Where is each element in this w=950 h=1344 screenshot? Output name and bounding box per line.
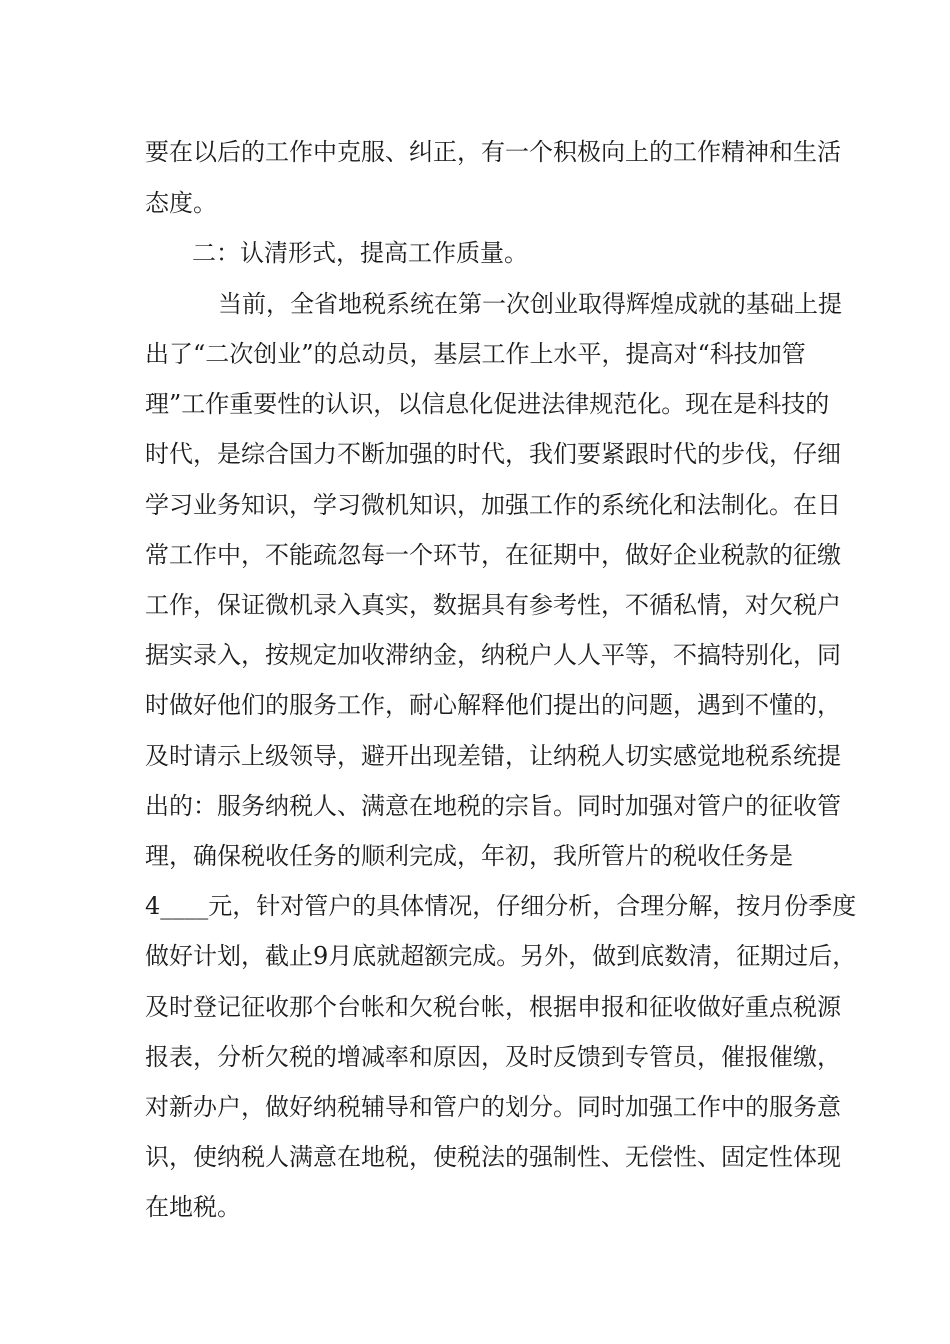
body-text-line: 及时请示上级领导，避开出现差错，让纳税人切实感觉地税系统提	[145, 742, 841, 770]
section-heading: 二：认清形式，提高工作质量。	[192, 239, 528, 267]
body-text-line: 出了“二次创业”的总动员，基层工作上水平，提高对“科技加管	[145, 340, 806, 368]
body-text-line: 当前，全省地税系统在第一次创业取得辉煌成就的基础上提	[218, 290, 842, 318]
body-text-line: 识，使纳税人满意在地税，使税法的强制性、无偿性、固定性体现	[145, 1143, 841, 1171]
body-text-line: 常工作中，不能疏忽每一个环节，在征期中，做好企业税款的征缴	[145, 541, 841, 569]
body-text-line: 时做好他们的服务工作，耐心解释他们提出的问题，遇到不懂的，	[145, 691, 841, 719]
body-text-line: 出的：服务纳税人、满意在地税的宗旨。同时加强对管户的征收管	[145, 792, 841, 820]
body-text-line: 时代，是综合国力不断加强的时代，我们要紧跟时代的步伐，仔细	[145, 440, 841, 468]
body-text-line: 做好计划，截止9月底就超额完成。另外，做到底数清，征期过后，	[145, 942, 857, 970]
body-text-line: 工作，保证微机录入真实，数据具有参考性，不循私情，对欠税户	[145, 591, 841, 619]
body-text-line: 学习业务知识，学习微机知识，加强工作的系统化和法制化。在日	[145, 491, 841, 519]
body-text-line: 要在以后的工作中克服、纠正，有一个积极向上的工作精神和生活	[145, 138, 841, 166]
body-text-line: 及时登记征收那个台帐和欠税台帐，根据申报和征收做好重点税源	[145, 993, 841, 1021]
body-text-line: 报表，分析欠税的增减率和原因，及时反馈到专管员，催报催缴，	[145, 1043, 841, 1071]
body-text-line: 4____元，针对管户的具体情况，仔细分析，合理分解，按月份季度	[145, 892, 857, 920]
body-text-line: 态度。	[145, 189, 217, 217]
body-text-line: 在地税。	[145, 1193, 241, 1221]
body-text-line: 理”工作重要性的认识，以信息化促进法律规范化。现在是科技的	[145, 390, 830, 418]
body-text-line: 理，确保税收任务的顺利完成，年初，我所管片的税收任务是	[145, 842, 793, 870]
body-text-line: 对新办户，做好纳税辅导和管户的划分。同时加强工作中的服务意	[145, 1093, 841, 1121]
body-text-line: 据实录入，按规定加收滞纳金，纳税户人人平等，不搞特别化，同	[145, 641, 841, 669]
